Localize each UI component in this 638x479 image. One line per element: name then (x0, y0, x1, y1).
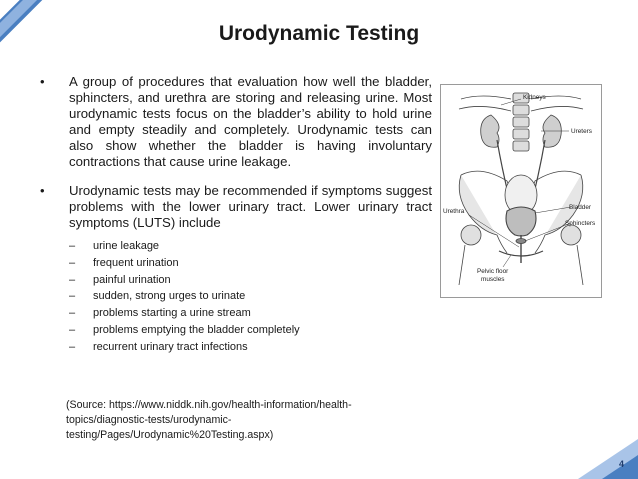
page-number: 4 (618, 459, 624, 469)
dash-icon: – (69, 307, 76, 320)
list-item (69, 272, 432, 289)
dash-icon: – (69, 290, 76, 303)
list-item (69, 238, 432, 255)
dash-icon: – (69, 340, 76, 353)
slide-body (40, 74, 432, 356)
list-item (69, 339, 432, 356)
dash-icon: – (69, 256, 76, 269)
list-item (69, 322, 432, 339)
label-pelvic-floor: Pelvic floor (477, 268, 509, 275)
list-item-text: problems emptying the bladder completely (93, 323, 300, 336)
corner-decoration-bottom-right (578, 439, 638, 479)
bullet-item-2 (40, 183, 432, 231)
list-item-text: urine leakage (93, 240, 160, 252)
list-item-text: painful urination (93, 273, 171, 286)
urinary-tract-drawing (441, 85, 601, 297)
list-item-text: problems starting a urine stream (93, 307, 251, 320)
bullet-icon: • (40, 74, 45, 89)
list-item-text: sudden, strong urges to urinate (93, 290, 246, 303)
label-ureters: Ureters (571, 128, 592, 135)
label-muscles: muscles (481, 276, 505, 283)
urinary-tract-illustration (440, 84, 602, 298)
list-item (69, 305, 432, 322)
list-item (69, 255, 432, 272)
bullet-text: A group of procedures that evaluation how well the bladder, sphincters, and urethra are storing and releasing urine. Most urodynamic tests focus on the bladder’s ability to hold urine and empty steadily and completely. Urodynamic tests can also show whether the bladder is having involuntary contractions that cause urine leakage. (69, 74, 432, 169)
bullet-icon: • (40, 183, 45, 198)
list-item-text: frequent urination (93, 256, 179, 269)
label-bladder: Bladder (569, 204, 592, 211)
luts-symptom-list (69, 238, 432, 356)
list-item-text: recurrent urinary tract infections (93, 340, 248, 353)
slide-title: Urodynamic Testing (218, 22, 420, 45)
source-citation: (Source: https://www.niddk.nih.gov/health-information/health-topics/diagnostic-tests/urodynamic-testing/Pages/Urodynamic%20Testing.aspx) (66, 399, 352, 441)
label-sphincters: Sphincters (565, 220, 596, 227)
label-kidneys: Kidneys (523, 94, 546, 101)
dash-icon: – (69, 240, 76, 252)
dash-icon: – (69, 323, 76, 336)
bullet-text: Urodynamic tests may be recommended if symptoms suggest problems with the lower urinary tract. Lower urinary tract symptoms (LUTS) include (69, 183, 432, 230)
dash-icon: – (69, 273, 76, 286)
list-item (69, 288, 432, 305)
bullet-item-1 (40, 74, 432, 170)
label-urethra: Urethra (443, 208, 465, 215)
